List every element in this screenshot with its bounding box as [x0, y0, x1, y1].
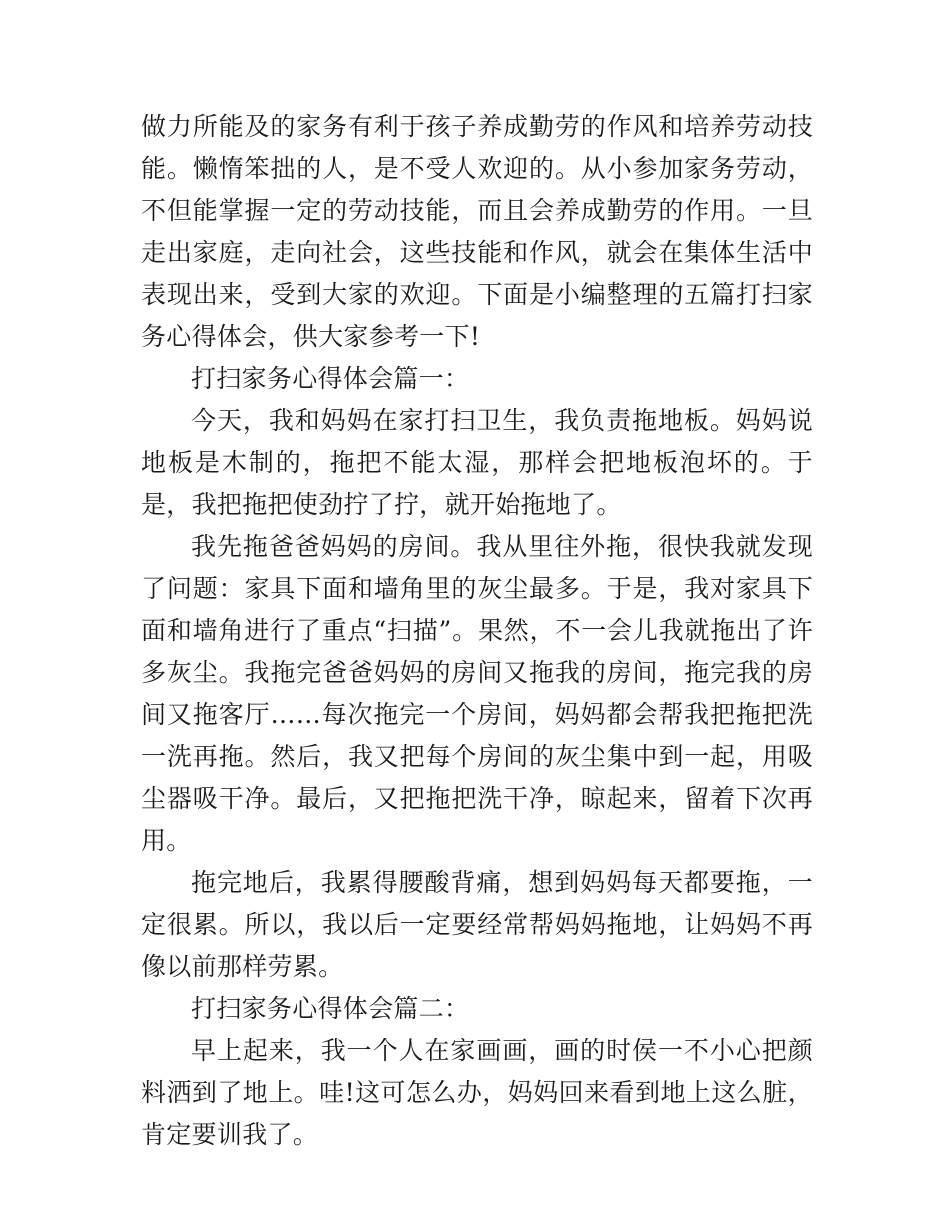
section1-paragraph-1: 今天，我和妈妈在家打扫卫生，我负责拖地板。妈妈说地板是木制的，拖把不能太湿，那样会把地板泡坏的。于是，我把拖把使劲拧了拧，就开始拖地了。 — [141, 406, 813, 519]
section1-paragraph-2: 我先拖爸爸妈妈的房间。我从里往外拖，很快我就发现了问题：家具下面和墙角里的灰尘最多。于是，我对家具下面和墙角进行了重点“扫描”。果然，不一会儿我就拖出了许多灰尘。我拖完爸爸妈妈的房间又拖我的房间，拖完我的房间又拖客厅……每次拖完一个房间，妈妈都会帮我把拖把洗一洗再拖。然后，我又把每个房间的灰尘集中到一起，用吸尘器吸干净。最后，又把拖把洗干净，晾起来，留着下次再用。 — [141, 532, 813, 855]
section-heading-1: 打扫家务心得体会篇一： — [191, 364, 470, 393]
section2-paragraph-1: 早上起来，我一个人在家画画，画的时侯一不小心把颜料洒到了地上。哇!这可怎么办，妈妈回来看到地上这么脏，肯定要训我了。 — [141, 1036, 813, 1149]
document-page — [141, 106, 813, 1156]
section-heading-2: 打扫家务心得体会篇二： — [191, 994, 470, 1023]
intro-paragraph: 做力所能及的家务有利于孩子养成勤劳的作风和培养劳动技能。懒惰笨拙的人，是不受人欢迎的。从小参加家务劳动，不但能掌握一定的劳动技能，而且会养成勤劳的作用。一旦走出家庭，走向社会，这些技能和作风，就会在集体生活中表现出来，受到大家的欢迎。下面是小编整理的五篇打扫家务心得体会，供大家参考一下! — [141, 112, 813, 351]
section1-paragraph-3: 拖完地后，我累得腰酸背痛，想到妈妈每天都要拖，一定很累。所以，我以后一定要经常帮妈妈拖地，让妈妈不再像以前那样劳累。 — [141, 868, 813, 981]
